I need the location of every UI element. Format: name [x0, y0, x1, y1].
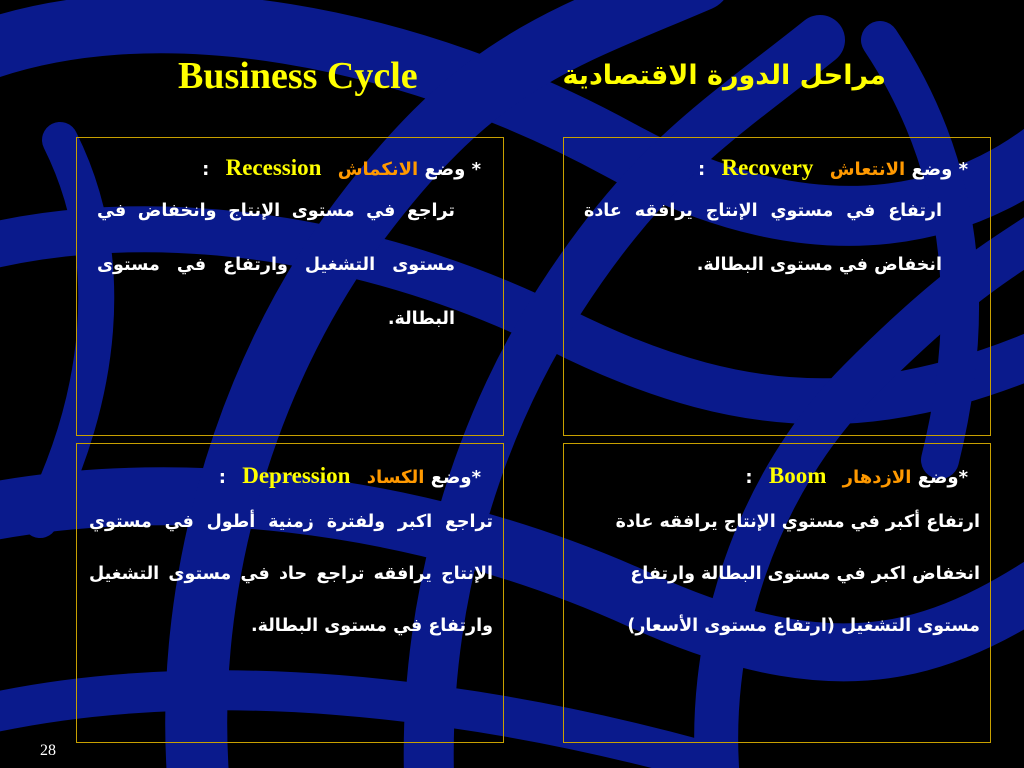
phase-name-english: Recession: [225, 155, 322, 180]
phase-description: تراجع اكبر ولفترة زمنية أطول في مستوي الإنتاج يرافقه تراجع حاد في مستوى التشغيل وارتفاع في مستوى البطالة.: [89, 512, 493, 636]
phase-description: ارتفاع أكبر في مستوي الإنتاج يرافقه عادة انخفاض اكبر في مستوى البطالة وارتفاع مستوى التشغيل (ارتفاع مستوى الأسعار): [615, 512, 980, 636]
phase-heading: [576, 462, 980, 492]
phase-heading: [576, 154, 980, 184]
slide-number: 28: [40, 742, 56, 759]
phase-box-boom: [563, 443, 991, 743]
phase-name-arabic: الانكماش: [337, 159, 419, 180]
phase-colon: :: [218, 467, 226, 488]
title-english: Business Cycle: [178, 55, 418, 97]
phase-name-english: Depression: [242, 463, 351, 488]
phase-name-english: Boom: [768, 463, 827, 488]
phase-description: ارتفاع في مستوي الإنتاج يرافقه عادة انخفاض في مستوى البطالة.: [584, 201, 942, 275]
phase-name-arabic: الكساد: [366, 467, 425, 488]
title-arabic: مراحل الدورة الاقتصادية: [562, 60, 886, 91]
phase-colon: :: [745, 467, 753, 488]
phase-prefix: * وضع: [424, 159, 481, 180]
phase-box-depression: [76, 443, 504, 743]
phase-name-arabic: الانتعاش: [829, 159, 906, 180]
phase-heading: [89, 154, 493, 184]
phase-colon: :: [202, 159, 210, 180]
phase-prefix: *وضع: [917, 467, 968, 488]
phase-box-recession: [76, 137, 504, 436]
phase-heading: [89, 462, 493, 492]
phase-prefix: *وضع: [430, 467, 481, 488]
phase-prefix: * وضع: [911, 159, 968, 180]
phase-name-english: Recovery: [721, 155, 814, 180]
phase-name-arabic: الازدهار: [842, 467, 912, 488]
phase-box-recovery: [563, 137, 991, 436]
phase-colon: :: [698, 159, 706, 180]
phase-description: تراجع في مستوى الإنتاج وانخفاض في مستوى التشغيل وارتفاع في مستوى البطالة.: [97, 201, 455, 329]
